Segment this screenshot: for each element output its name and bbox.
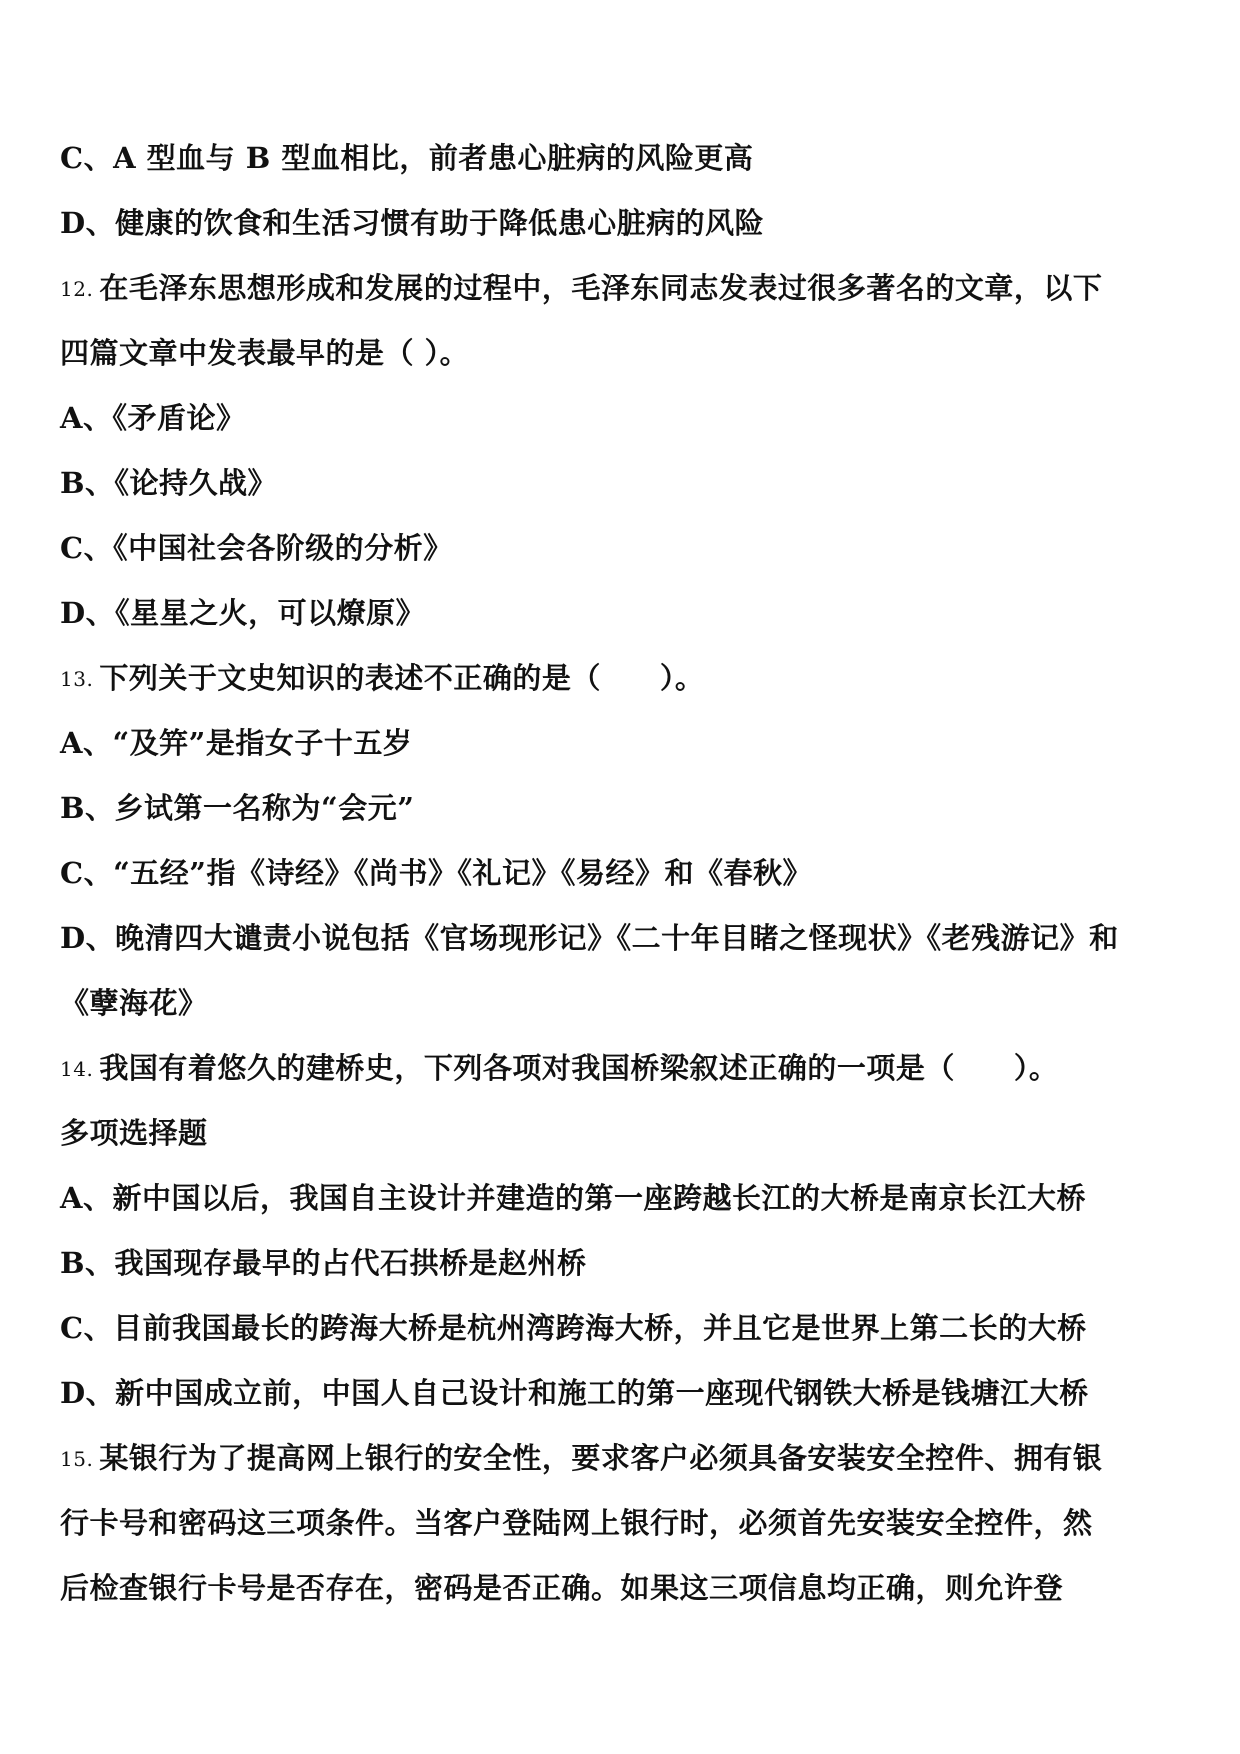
q15-number: 15. [60,1447,94,1471]
q12-option-b: B、《论持久战》 [60,466,278,500]
q13-stem [60,646,1190,711]
q12-option-a: A、《矛盾论》 [60,401,246,435]
q11-option-d: D、健康的饮食和生活习惯有助于降低患心脏病的风险 [60,206,765,240]
q14-option-c: C、目前我国最长的跨海大桥是杭州湾跨海大桥，并且它是世界上第二长的大桥 [60,1311,1087,1345]
q13-option-c: C、“五经”指《诗经》《尚书》《礼记》《易经》和《春秋》 [60,856,812,890]
q14-option-b: B、我国现存最早的占代石拱桥是赵州桥 [60,1246,587,1280]
q13-number: 13. [60,667,94,691]
q14-option-a: A、新中国以后，我国自主设计并建造的第一座跨越长江的大桥是南京长江大桥 [60,1181,1087,1215]
q14-stem-text: 我国有着悠久的建桥史，下列各项对我国桥梁叙述正确的一项是（ ）。 [99,1051,1059,1085]
q14-section-label: 多项选择题 [60,1116,208,1150]
q15-stem-line3: 后检查银行卡号是否存在，密码是否正确。如果这三项信息均正确，则允许登 [60,1571,1064,1605]
q13-stem-text: 下列关于文史知识的表述不正确的是（ ）。 [99,661,705,695]
q12-stem-line1 [60,256,1190,321]
q15-stem-line2: 行卡号和密码这三项条件。当客户登陆网上银行时，必须首先安装安全控件，然 [60,1506,1093,1540]
q12-number: 12. [60,277,94,301]
q13-option-b: B、乡试第一名称为“会元” [60,791,415,825]
q14-number: 14. [60,1057,94,1081]
q14-option-d: D、新中国成立前，中国人自己设计和施工的第一座现代钢铁大桥是钱塘江大桥 [60,1376,1089,1410]
q13-option-a: A、“及笄”是指女子十五岁 [60,726,413,760]
q14-stem [60,1036,1190,1101]
q11-option-c: C、A 型血与 B 型血相比，前者患心脏病的风险更高 [60,141,754,175]
q12-option-d: D、《星星之火，可以燎原》 [60,596,426,630]
q15-stem-text: 某银行为了提高网上银行的安全性，要求客户必须具备安装安全控件、拥有银 [99,1441,1103,1475]
q12-option-c: C、《中国社会各阶级的分析》 [60,531,453,565]
exam-content [60,126,1190,1621]
q15-stem-line1 [60,1426,1190,1491]
q13-option-d-line2: 《孽海花》 [60,986,208,1020]
q12-stem-line2: 四篇文章中发表最早的是（ ）。 [60,336,470,370]
q12-stem-text: 在毛泽东思想形成和发展的过程中，毛泽东同志发表过很多著名的文章，以下 [99,271,1103,305]
q13-option-d-line1: D、晚清四大谴责小说包括《官场现形记》《二十年目睹之怪现状》《老残游记》和 [60,921,1119,955]
